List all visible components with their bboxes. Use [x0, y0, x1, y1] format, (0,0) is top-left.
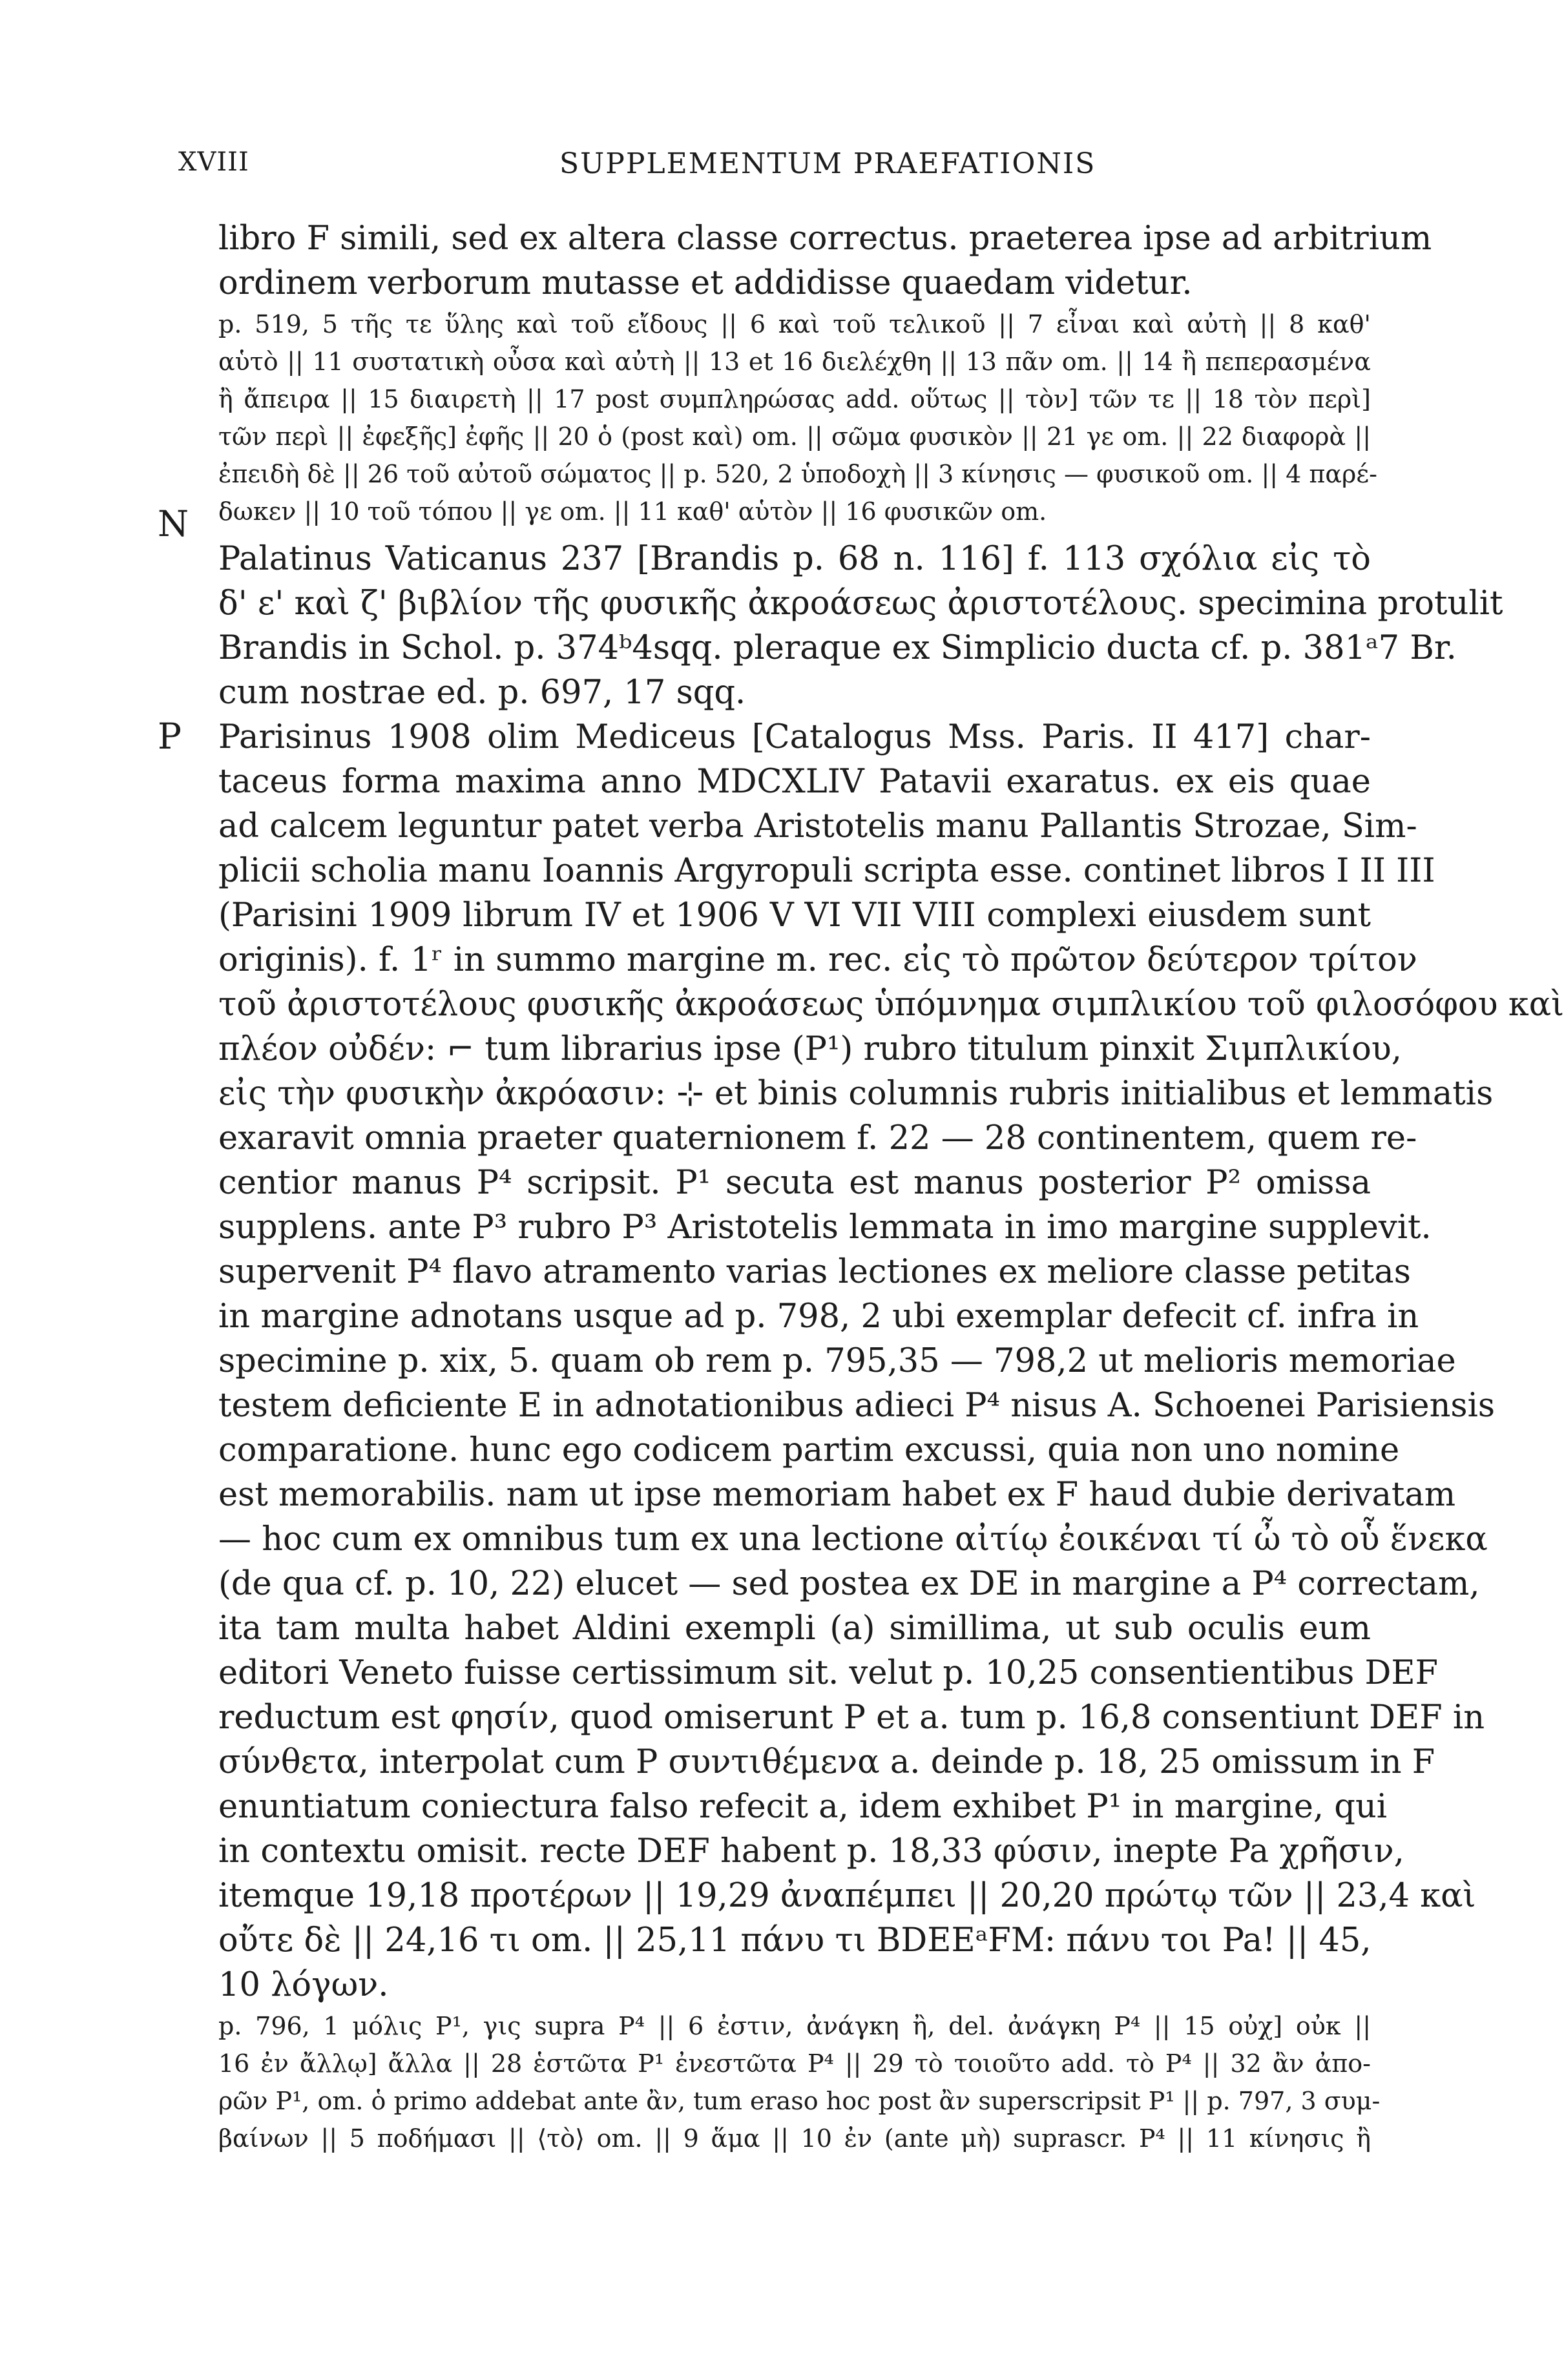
note-line: 16 ἐν ἄλλῳ] ἄλλα || 28 ἑστῶτα P¹ ἐνεστῶτα P⁴ || 29 τὸ τοιοῦτο add. τὸ P⁴ || 32 ἂν ἀπο-	[218, 2049, 1371, 2078]
text-line: ordinem verborum mutasse et addidisse quaedam videtur.	[218, 264, 1193, 302]
note-line: αὑτὸ || 11 συστατικὴ οὖσα καὶ αὐτὴ || 13 et 16 διελέχθη || 13 πᾶν om. || 14 ἢ πεπερασμένα	[218, 347, 1371, 376]
text-line: comparatione. hunc ego codicem partim excussi, quia non uno nomine	[218, 1431, 1400, 1469]
text-line: 10 λόγων.	[218, 1966, 389, 2004]
text-line: ita tam multa habet Aldini exempli (a) simillima, ut sub oculis eum	[218, 1609, 1371, 1648]
text-line: in margine adnotans usque ad p. 798, 2 ubi exemplar defecit cf. infra in	[218, 1298, 1419, 1336]
text-line: originis). f. 1ʳ in summo margine m. rec. εἰς τὸ πρῶτον δεύτερον τρίτον	[218, 941, 1417, 979]
text-line: in contextu omisit. recte DEF habent p. 18,33 φύσιν, inepte Pa χρῆσιν,	[218, 1832, 1404, 1870]
paragraph-parisinus	[218, 715, 1564, 2007]
text-line: — hoc cum ex omnibus tum ex una lectione αἰτίῳ ἐοικέναι τί ὦ τὸ οὗ ἕνεκα	[218, 1520, 1488, 1558]
paragraph-palatinus	[218, 537, 1503, 715]
note-line: p. 519, 5 τῆς τε ὕλης καὶ τοῦ εἴδους || 6 καὶ τοῦ τελικοῦ || 7 εἶναι καὶ αὐτὴ || 8 καθ'	[218, 310, 1371, 338]
text-line: ad calcem leguntur patet verba Aristotelis manu Pallantis Strozae, Sim-	[218, 807, 1417, 845]
main-text	[218, 216, 1564, 2157]
page-number: XVIII	[178, 147, 249, 177]
note-line: ἐπειδὴ δὲ || 26 τοῦ αὐτοῦ σώματος || p. 520, 2 ὑποδοχὴ || 3 κίνησις — φυσικοῦ om. || 4 παρέ-	[218, 460, 1377, 488]
text-line: τοῦ ἀριστοτέλους φυσικῆς ἀκροάσεως ὑπόμνημα σιμπλικίου τοῦ φιλοσόφου καὶ	[218, 986, 1564, 1024]
text-line: πλέον οὐδέν: ⌐ tum librarius ipse (P¹) rubro titulum pinxit Σιμπλικίου,	[218, 1030, 1402, 1068]
text-line: itemque 19,18 προτέρων || 19,29 ἀναπέμπει || 20,20 πρώτῳ τῶν || 23,4 καὶ	[218, 1877, 1476, 1915]
text-line: Parisinus 1908 olim Mediceus [Catalogus Mss. Paris. II 417] char-	[218, 718, 1371, 756]
text-line: specimine p. xix, 5. quam ob rem p. 795,35 — 798,2 ut melioris memoriae	[218, 1342, 1456, 1380]
text-line: centior manus P⁴ scripsit. P¹ secuta est manus posterior P² omissa	[218, 1164, 1371, 1202]
note-line: ρῶν P¹, om. ὁ primo addebat ante ἂν, tum eraso hoc post ἂν superscripsit P¹ || p. 797, 3 συμ-	[218, 2087, 1381, 2115]
text-line: cum nostrae ed. p. 697, 17 sqq.	[218, 674, 746, 712]
note-line: ἢ ἄπειρα || 15 διαιρετὴ || 17 post συμπληρώσας add. οὕτως || τὸν] τῶν τε || 18 τὸν περὶ]	[218, 385, 1371, 413]
siglum-p: P	[158, 716, 182, 757]
note-line: δωκεν || 10 τοῦ τόπου || γε om. || 11 καθ' αὑτὸν || 16 φυσικῶν om.	[218, 497, 1047, 526]
text-line: (Parisini 1909 librum IV et 1906 V VI VII VIII complexi eiusdem sunt	[218, 896, 1371, 935]
text-line: Brandis in Schol. p. 374ᵇ4sqq. pleraque ex Simplicio ducta cf. p. 381ᵃ7 Br.	[218, 629, 1457, 667]
text-line: supplens. ante P³ rubro P³ Aristotelis lemmata in imo margine supplevit.	[218, 1208, 1432, 1247]
text-line: supervenit P⁴ flavo atramento varias lectiones ex meliore classe petitas	[218, 1253, 1411, 1291]
note-line: βαίνων || 5 ποδήμασι || ⟨τὸ⟩ om. || 9 ἅμα || 10 ἐν (ante μὴ) suprascr. P⁴ || 11 κίνησις ἢ	[218, 2124, 1371, 2153]
note-line: p. 796, 1 μόλις P¹, γις supra P⁴ || 6 ἐστιν, ἀνάγκη ἢ, del. ἀνάγκη P⁴ || 15 οὐχ] οὐκ ||	[218, 2012, 1371, 2040]
text-line: (de qua cf. p. 10, 22) elucet — sed postea ex DE in margine a P⁴ correctam,	[218, 1565, 1480, 1603]
text-line: reductum est φησίν, quod omiserunt P et a. tum p. 16,8 consentiunt DEF in	[218, 1699, 1485, 1737]
text-line: plicii scholia manu Ioannis Argyropuli scripta esse. continet libros I II III	[218, 852, 1435, 890]
text-line: testem deficiente E in adnotationibus adieci P⁴ nisus A. Schoenei Parisiensis	[218, 1387, 1496, 1425]
text-line: est memorabilis. nam ut ipse memoriam habet ex F haud dubie derivatam	[218, 1476, 1456, 1514]
apparatus-f	[218, 305, 1377, 530]
text-line: exaravit omnia praeter quaternionem f. 22 — 28 continentem, quem re-	[218, 1119, 1417, 1157]
siglum-n: N	[158, 503, 189, 544]
paragraph-f-continued	[218, 216, 1432, 305]
text-line: Palatinus Vaticanus 237 [Brandis p. 68 n. 116] f. 113 σχόλια εἰς τὸ	[218, 540, 1371, 578]
text-line: σύνθετα, interpolat cum P συντιθέμενα a. deinde p. 18, 25 omissum in F	[218, 1743, 1435, 1781]
text-line: enuntiatum coniectura falso refecit a, idem exhibet P¹ in margine, qui	[218, 1788, 1388, 1826]
page-header	[178, 147, 1264, 186]
apparatus-p	[218, 2007, 1381, 2157]
text-line: libro F simili, sed ex altera classe correctus. praeterea ipse ad arbitrium	[218, 220, 1432, 258]
text-line: taceus forma maxima anno MDCXLIV Patavii exaratus. ex eis quae	[218, 763, 1371, 801]
text-line: οὔτε δὲ || 24,16 τι om. || 25,11 πάνυ τι BDEEᵃFM: πάνυ τοι Pa! || 45,	[218, 1921, 1371, 1960]
text-line: δ' ε' καὶ ζ' βιβλίον τῆς φυσικῆς ἀκροάσεως ἀριστοτέλους. specimina protulit	[218, 585, 1503, 623]
text-line: editori Veneto fuisse certissimum sit. velut p. 10,25 consentientibus DEF	[218, 1654, 1439, 1692]
note-line: τῶν περὶ || ἐφεξῆς] ἐφῆς || 20 ὁ (post καὶ) om. || σῶμα φυσικὸν || 21 γε om. || 22 διαφορὰ ||	[218, 422, 1371, 451]
text-line: εἰς τὴν φυσικὴν ἀκρόασιν: ⊹ et binis columnis rubris initialibus et lemmatis	[218, 1075, 1494, 1113]
running-title: SUPPLEMENTUM PRAEFATIONIS	[559, 147, 1096, 180]
